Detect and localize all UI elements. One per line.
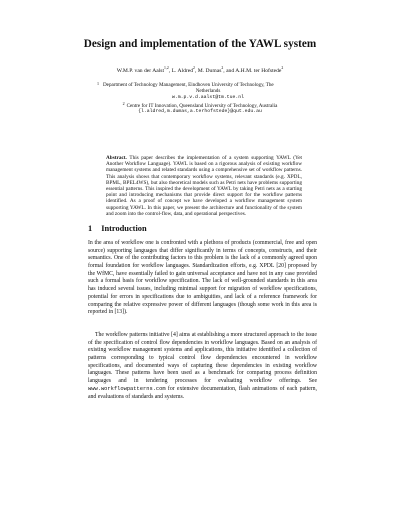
author-affiliation-mark: 2 [193, 66, 195, 71]
section-heading [88, 224, 147, 233]
paragraph-text: The workflow patterns initiative [4] aims at establishing a more structured approach to the issue of the specification of control flow dependencies in workflow languages. Based on an analysis of existing workflow management systems and applications, this initiative identified a collection of patterns corresponding to typical control flow dependencies encountered in workflow specifications, and documented ways of capturing these dependencies in existing workflow languages. These patterns have been used as a benchmark for comparing process definition languages and in tendering processes for evaluating workflow offerings. See [88, 332, 317, 385]
affiliation-number: 1 [97, 81, 99, 86]
affiliation-email: w.m.p.v.d.aalst@tm.tue.nl [172, 94, 244, 100]
abstract [106, 155, 302, 217]
author-affiliation-mark: 1,2 [164, 66, 169, 71]
paragraph-text: for extensive documentation, flash animations of each pattern, and evaluations of standards and systems. [88, 385, 317, 400]
body-paragraph [88, 332, 317, 401]
affiliation-1 [97, 81, 313, 101]
author-affiliation-mark: 2 [281, 66, 284, 71]
affiliation-email: {l.aldred,m.dumas,a.terhofstede}@qut.edu.au [138, 109, 262, 115]
affiliation-text: Centre for IT Innovation, Queensland University of Technology, Australia [126, 103, 278, 109]
affiliation-text: Department of Technology Management, Eindhoven University of Technology, The [103, 82, 274, 88]
paper-title: Design and implementation of the YAWL system [83, 38, 317, 50]
body-paragraph: In the area of workflow one is confronted with a plethora of products (commercial, free and open source) supporting languages that differ significantly in terms of concepts, constructs, and their semantics. One of the contributing factors to this problem is the lack of a commonly agreed upon formal foundation for workflow languages. Standardization efforts, e.g. XPDL [20] proposed by the WfMC, have essentially failed to gain universal acceptance and have not in any case provided such a formal basis for workflow specification. The lack of well-grounded standards in this area has induced several issues, including minimal support for migration of workflow specifications, potential for errors in specifications due to ambiguities, and lack of a reference framework for comparing the relative expressive power of different languages (though some work in this area is reported in [13]). [88, 240, 317, 316]
affiliation-number: 2 [122, 101, 125, 106]
author-list: W.M.P. van der Aalst$^{1,2}$, L. Aldred$^2$, M. Dumas$^2$, and A.H.M. ter Hofstede$^2$ [116, 66, 284, 74]
affiliation-2 [0, 101, 400, 116]
affiliation-text: Netherlands [195, 88, 221, 95]
author-affiliation-mark: 2 [221, 66, 224, 71]
author-name: L. Aldred [171, 68, 194, 74]
section-title: Introduction [101, 224, 147, 233]
author-name: W.M.P. van der Aalst [116, 68, 165, 74]
section-number: 1 [88, 224, 93, 233]
url-link[interactable]: www.workflowpatterns.com [88, 385, 166, 392]
author-name: and A.H.M. ter Hofstede [226, 68, 282, 74]
abstract-label: Abstract. [106, 155, 127, 161]
author-name: M. Dumas [197, 68, 222, 74]
abstract-text: This paper describes the implementation of a system supporting YAWL (Yet Another Workflow Language). YAWL is based on a rigorous analysis of existing workflow management systems and related standards using a comprehensive set of workflow patterns. This analysis shows that contemporary workflow systems, relevant standards (e.g. XPDL, BPML, BPEL4WS), but also theoretical models such as Petri nets have problems supporting essential patterns. This inspired the development of YAWL by taking Petri nets as a starting point and introducing mechanisms that provide direct support for the workflow patterns identified. As a proof of concept we have developed a workflow management system supporting YAWL. In this paper, we present the architecture and functionality of the system and zoom into the control-flow, data, and operational perspectives. [106, 155, 303, 217]
